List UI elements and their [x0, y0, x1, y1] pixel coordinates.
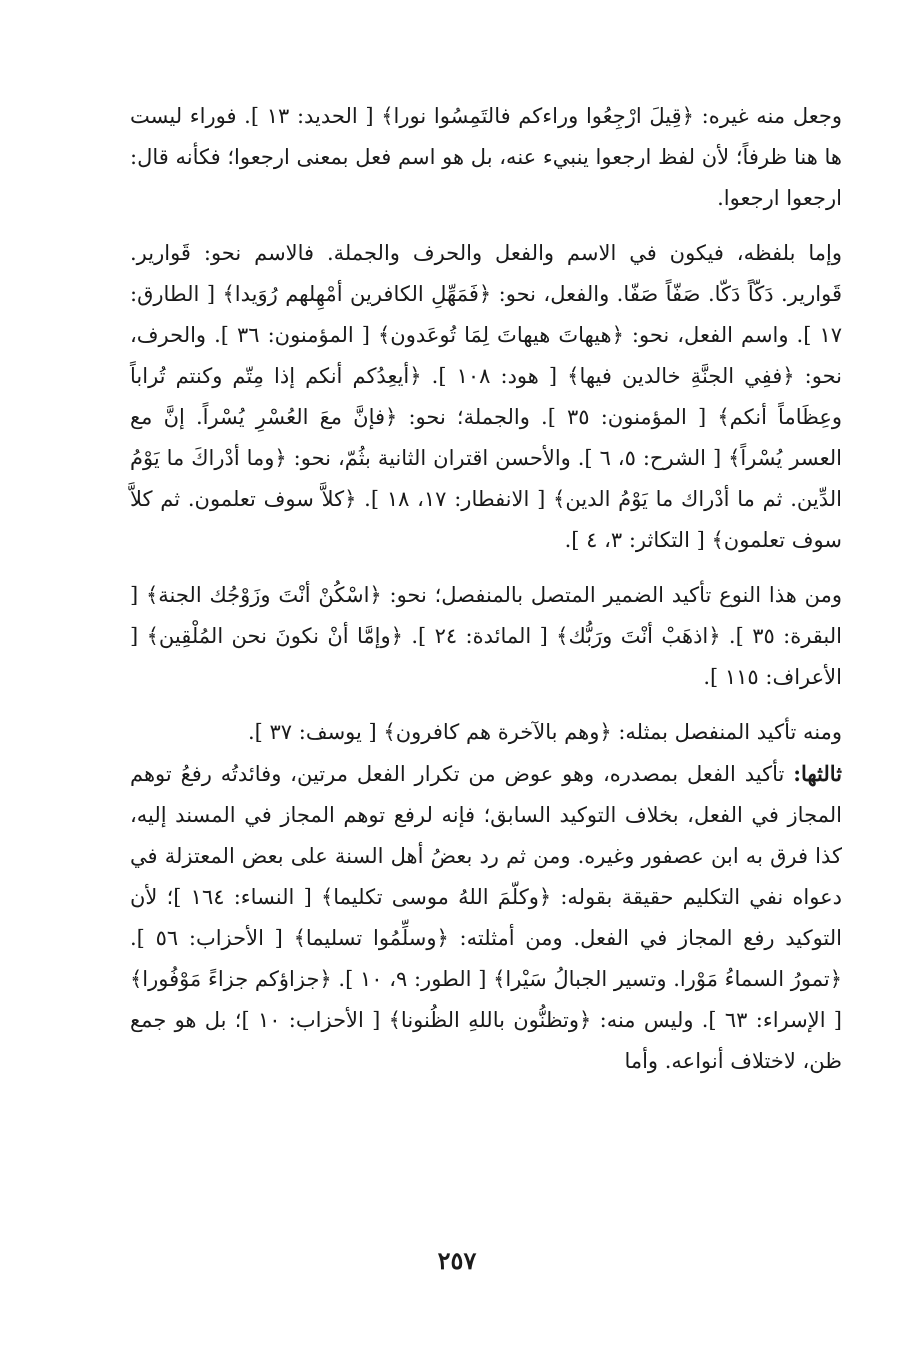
section-lead: ثالثها:	[793, 761, 842, 786]
paragraph-3: ومن هذا النوع تأكيد الضمير المتصل بالمنفصل؛ نحو: ﴿اسْكُنْ أنْتَ وزَوْجُك الجنة﴾ [ البقرة: ٣٥ ]. ﴿اذهَبْ أنْتَ ورَبُّك﴾ [ المائدة: ٢٤ ]. ﴿وإمَّا أنْ نكونَ نحن المُلْقِين﴾ [ الأعراف: ١١٥ ].	[130, 583, 842, 689]
page-body	[130, 96, 842, 1082]
paragraph-4: ومنه تأكيد المنفصل بمثله: ﴿وهم بالآخرة هم كافرون﴾ [ يوسف: ٣٧ ].	[247, 720, 842, 744]
paragraph-5-text: تأكيد الفعل بمصدره، وهو عوض من تكرار الفعل مرتين، وفائدتُه رفعُ توهم المجاز في الفعل، بخلاف التوكيد السابق؛ فإنه لرفع توهم المجاز في المسند إليه، كذا فرق به ابن عصفور وغيره. ومن ثم رد بعضُ أهل السنة على بعض المعتزلة في دعواه نفي التكليم حقيقة بقوله: ﴿وكلّمَ اللهُ موسى تكليما﴾ [ النساء: ١٦٤ ]؛ لأن التوكيد رفع المجاز في الفعل. ومن أمثلته: ﴿وسلِّمُوا تسليما﴾ [ الأحزاب: ٥٦ ]. ﴿تمورُ السماءُ مَوْرا. وتسير الجبالُ سَيْرا﴾ [ الطور: ٩، ١٠ ]. ﴿جزاؤكم جزاءً مَوْفُورا﴾ [ الإسراء: ٦٣ ]. وليس منه: ﴿وتظنُّون باللهِ الظُنونا﴾ [ الأحزاب: ١٠ ]؛ بل هو جمع ظن، لاختلاف أنواعه. وأما	[130, 762, 842, 1073]
page-number: ٢٥٧	[437, 1246, 477, 1275]
paragraph-5	[130, 753, 842, 1082]
paragraph-1: وجعل منه غيره: ﴿قِيلَ ارْجِعُوا وراءكم فالتَمِسُوا نورا﴾ [ الحديد: ١٣ ]. فوراء ليست ها هنا ظرفاً؛ لأن لفظ ارجعوا ينبيء عنه، بل هو اسم فعل بمعنى ارجعوا؛ فكأنه قال: ارجعوا ارجعوا.	[130, 104, 842, 210]
paragraph-2: وإما بلفظه، فيكون في الاسم والفعل والحرف والجملة. فالاسم نحو: قَوارير. قَوارير. دَكّاً دَكّا. صَفّاً صَفّا. والفعل، نحو: ﴿فَمَهِّلِ الكافرين أمْهِلهم رُوَيدا﴾ [ الطارق: ١٧ ]. واسم الفعل، نحو: ﴿هيهاتَ هيهاتَ لِمَا تُوعَدون﴾ [ المؤمنون: ٣٦ ]. والحرف، نحو: ﴿ففِي الجنَّةِ خالدين فيها﴾ [ هود: ١٠٨ ]. ﴿أيعِدُكم أنكم إذا مِتّم وكنتم تُراباً وعِظَاماً أنكم﴾ [ المؤمنون: ٣٥ ]. والجملة؛ نحو: ﴿فإنَّ معَ العُسْرِ يُسْراً. إنَّ مع العسر يُسْراً﴾ [ الشرح: ٥، ٦ ]. والأحسن اقتران الثانية بثُمّ، نحو: ﴿وما أدْراكَ ما يَوْمُ الدِّين. ثم ما أدْراك ما يَوْمُ الدين﴾ [ الانفطار: ١٧، ١٨ ]. ﴿كلاَّ سوف تعلمون. ثم كلاَّ سوف تعلمون﴾ [ التكاثر: ٣، ٤ ].	[130, 241, 843, 552]
